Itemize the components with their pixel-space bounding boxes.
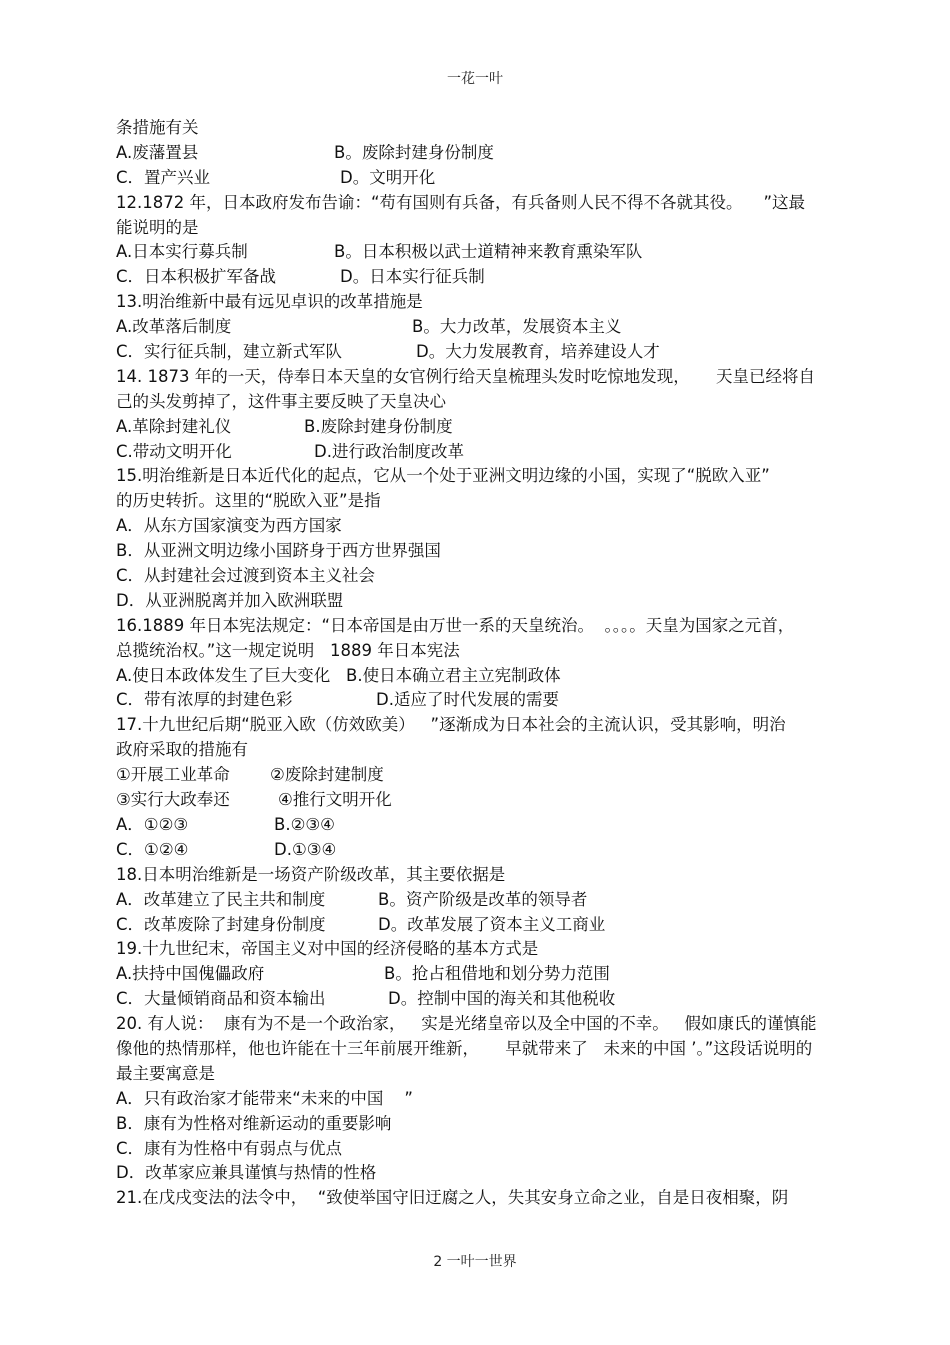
text-line: [116, 216, 876, 241]
text-line: [116, 265, 876, 290]
answer-option: A.废藩置县: [116, 142, 199, 162]
answer-option: A.扶持中国傀儡政府: [116, 964, 265, 984]
text-line: [116, 1161, 876, 1186]
line-text: 条措施有关: [116, 118, 199, 137]
answer-option: A.使日本政体发生了巨大变化: [116, 665, 331, 685]
line-text: B．康有为性格对维新运动的重要影响: [116, 1113, 392, 1133]
answer-option: C．改革废除了封建身份制度: [116, 914, 326, 934]
text-line: [116, 1137, 876, 1162]
text-line: [116, 838, 876, 863]
line-text: 像他的热情那样，他也许能在十三年前展开维新， 早就带来了 未来的中国 ’。”这段话说明的: [116, 1038, 813, 1058]
text-line: [116, 191, 876, 216]
text-line: [116, 614, 876, 639]
answer-option: B.②③④: [274, 814, 335, 834]
line-text: A．只有政治家才能带来“未来的中国 ”: [116, 1088, 413, 1108]
line-text: 20. 有人说： 康有为不是一个政治家， 实是光绪皇帝以及全中国的不幸。 假如康氏的谨慎能: [116, 1014, 817, 1034]
text-line: [116, 564, 876, 589]
text-line: [116, 987, 876, 1012]
answer-option: C．日本积极扩军备战: [116, 267, 277, 287]
answer-option: B。抢占租借地和划分势力范围: [384, 964, 610, 984]
text-line: [116, 813, 876, 838]
answer-option: D。日本实行征兵制: [340, 267, 485, 287]
text-line: [116, 365, 876, 390]
line-text: 15.明治维新是日本近代化的起点，它从一个处于亚洲文明边缘的小国，实现了“脱欧入亚”: [116, 466, 770, 486]
page-footer: 2 一叶一世界: [433, 1254, 517, 1270]
text-line: [116, 141, 876, 166]
text-line: [116, 688, 876, 713]
line-text: 最主要寓意是: [116, 1063, 215, 1083]
line-text: 17.十九世纪后期“脱亚入欧（仿效欧美） ”逐渐成为日本社会的主流认识，受其影响，明治: [116, 715, 786, 735]
line-text: 12.1872 年，日本政府发布告谕：“苟有国则有兵备，有兵备则人民不得不各就其役。 ”这最: [116, 192, 806, 212]
line-text: 16.1889 年日本宪法规定：“日本帝国是由万世一系的天皇统治。 。。。。天皇为国家之元首，: [116, 615, 795, 635]
answer-option: B。大力改革，发展资本主义: [412, 317, 622, 337]
answer-option: D。改革发展了资本主义工商业: [378, 914, 606, 934]
text-line: [116, 763, 876, 788]
text-line: [116, 166, 876, 191]
answer-option: ④推行文明开化: [278, 790, 392, 810]
line-text: 政府采取的措施有: [116, 740, 248, 760]
text-line: [116, 1087, 876, 1112]
text-line: [116, 240, 876, 265]
text-line: [116, 788, 876, 813]
text-line: [116, 116, 876, 141]
answer-option: D.适应了时代发展的需要: [376, 690, 559, 710]
text-line: [116, 937, 876, 962]
answer-option: B。废除封建身份制度: [334, 142, 494, 162]
answer-option: ②废除封建制度: [270, 765, 384, 785]
answer-option: A．改革建立了民主共和制度: [116, 889, 326, 909]
line-text: A．从东方国家演变为西方国家: [116, 516, 342, 536]
line-text: B．从亚洲文明边缘小国跻身于西方世界强国: [116, 541, 441, 561]
answer-option: C．实行征兵制，建立新式军队: [116, 342, 343, 362]
text-line: [116, 315, 876, 340]
text-line: [116, 664, 876, 689]
answer-option: A.革除封建礼仪: [116, 416, 232, 436]
text-line: [116, 589, 876, 614]
answer-option: B。资产阶级是改革的领导者: [378, 889, 588, 909]
line-text: C．康有为性格中有弱点与优点: [116, 1138, 343, 1158]
line-text: C．从封建社会过渡到资本主义社会: [116, 566, 376, 586]
answer-option: A.日本实行募兵制: [116, 242, 248, 262]
answer-option: A．①②③: [116, 814, 189, 834]
text-line: [116, 1186, 876, 1211]
answer-option: C．大量倾销商品和资本输出: [116, 989, 326, 1009]
answer-option: D。文明开化: [340, 167, 436, 187]
text-line: [116, 738, 876, 763]
line-text: 18.日本明治维新是一场资产阶级改革，其主要依据是: [116, 864, 506, 884]
answer-option: D。控制中国的海关和其他税收: [388, 989, 616, 1009]
answer-option: C．①②④: [116, 839, 189, 859]
line-text: 总揽统治权。”这一规定说明 1889 年日本宪法: [116, 640, 460, 660]
text-line: [116, 962, 876, 987]
line-text: 19.十九世纪末，帝国主义对中国的经济侵略的基本方式是: [116, 939, 539, 959]
line-text: 的历史转折。这里的“脱欧入亚”是指: [116, 491, 381, 511]
line-text: 14. 1873 年的一天，侍奉日本天皇的女官例行给天皇梳理头发时吃惊地发现， 天皇已经将自: [116, 366, 815, 386]
text-line: [116, 539, 876, 564]
text-line: [116, 1037, 876, 1062]
line-text: 21.在戊戌变法的法令中， “致使举国守旧迂腐之人，失其安身立命之业，自是日夜相聚，阴: [116, 1188, 789, 1208]
answer-option: B.使日本确立君主立宪制政体: [346, 665, 561, 685]
text-line: [116, 1112, 876, 1137]
text-line: [116, 514, 876, 539]
answer-option: D.进行政治制度改革: [314, 441, 464, 461]
answer-option: C．置产兴业: [116, 167, 211, 187]
text-line: [116, 913, 876, 938]
text-line: [116, 1062, 876, 1087]
answer-option: C．带有浓厚的封建色彩: [116, 690, 293, 710]
text-line: [116, 464, 876, 489]
answer-option: ①开展工业革命: [116, 765, 230, 785]
text-line: [116, 639, 876, 664]
text-line: [116, 1012, 876, 1037]
answer-option: A.改革落后制度: [116, 317, 232, 337]
text-line: [116, 863, 876, 888]
text-line: [116, 713, 876, 738]
line-text: D．从亚洲脱离并加入欧洲联盟: [116, 590, 344, 610]
text-line: [116, 290, 876, 315]
text-line: [116, 340, 876, 365]
text-line: [116, 489, 876, 514]
line-text: 13.明治维新中最有远见卓识的改革措施是: [116, 292, 423, 312]
answer-option: B。日本积极以武士道精神来教育熏染军队: [334, 242, 643, 262]
text-line: [116, 888, 876, 913]
text-line: [116, 390, 876, 415]
answer-option: ③实行大政奉还: [116, 790, 230, 810]
page-header: 一花一叶: [447, 71, 503, 87]
text-line: [116, 415, 876, 440]
exam-text-body: [116, 116, 876, 1211]
answer-option: C.带动文明开化: [116, 441, 232, 461]
text-line: [116, 440, 876, 465]
line-text: D．改革家应兼具谨慎与热情的性格: [116, 1163, 377, 1183]
answer-option: D.①③④: [274, 839, 337, 859]
line-text: 能说明的是: [116, 217, 199, 237]
answer-option: D。大力发展教育，培养建设人才: [416, 342, 660, 362]
line-text: 己的头发剪掉了，这件事主要反映了天皇决心: [116, 391, 446, 411]
answer-option: B.废除封建身份制度: [304, 416, 453, 436]
